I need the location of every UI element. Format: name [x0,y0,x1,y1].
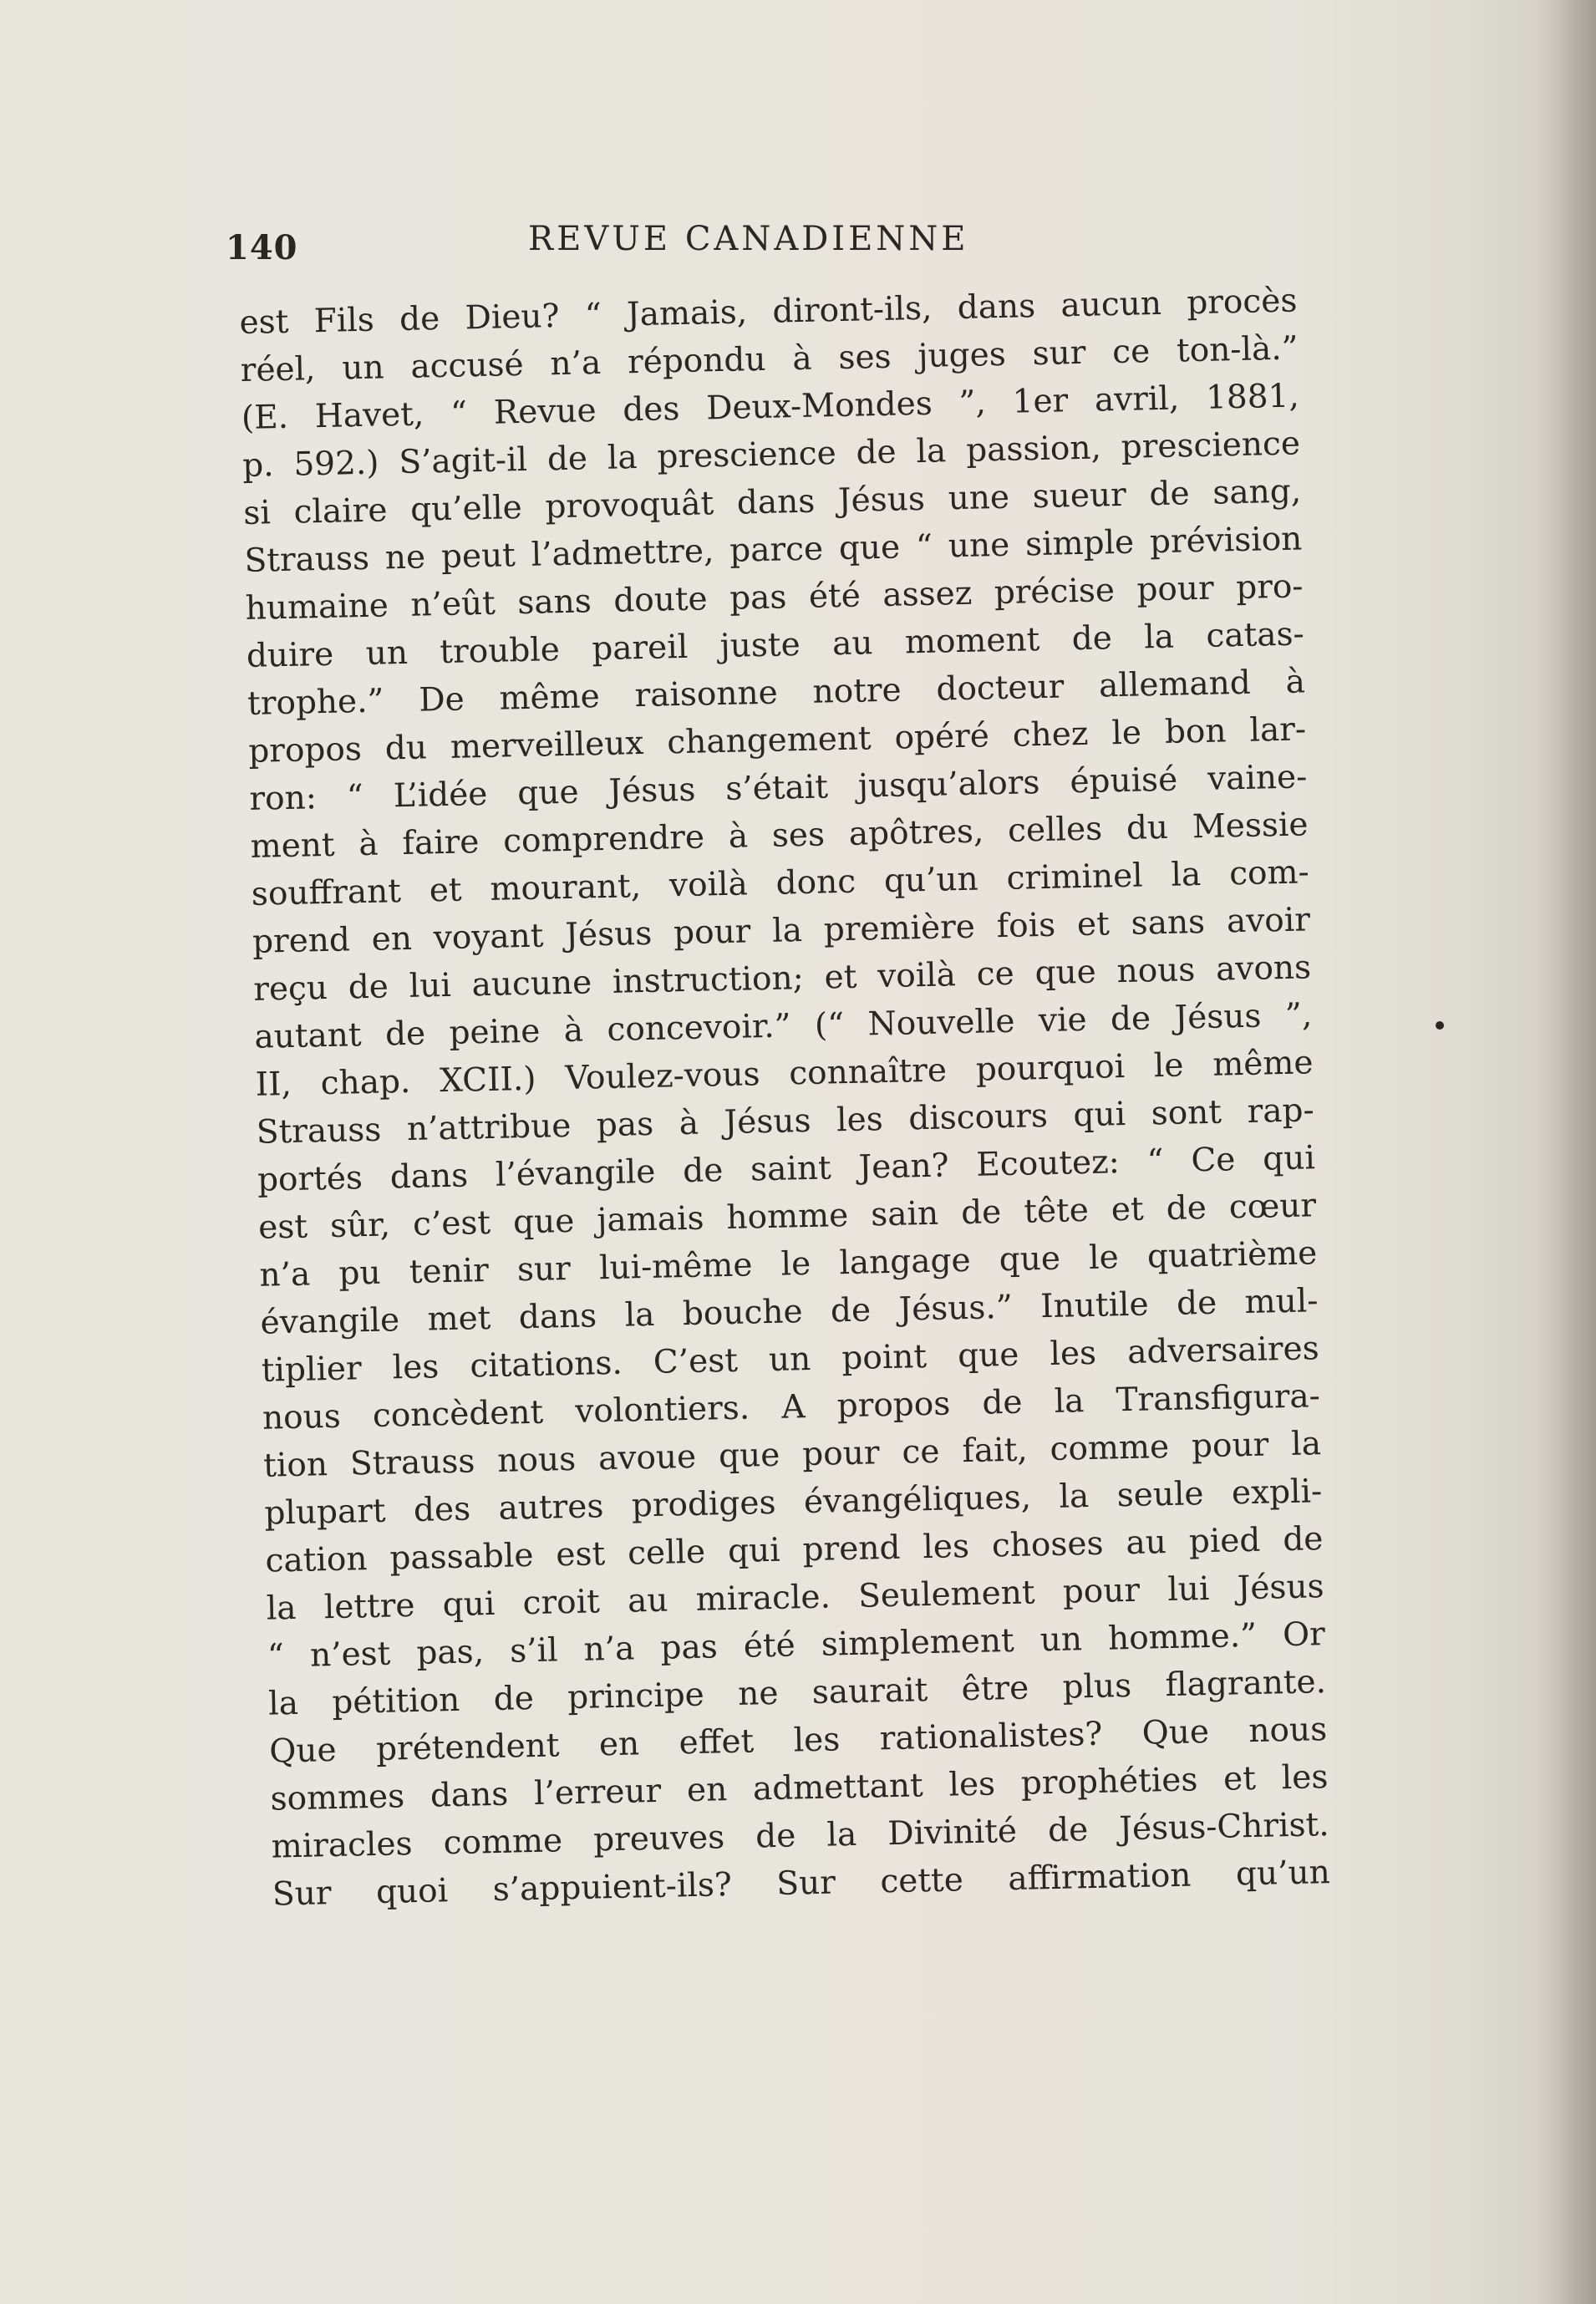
page-number: 140 [226,228,298,267]
text-line: si claire qu’elle provoquât dans Jésus une sueur de sang, [242,472,1302,532]
text-line: humaine n’eût sans doute pas été assez précise pour pro- [245,567,1304,628]
text-line: la lettre qui croit au miracle. Seulement pour lui Jésus [266,1568,1325,1628]
text-line: tion Strauss nous avoue que pour ce fait, comme pour la [262,1425,1322,1485]
text-line: la pétition de principe ne saurait être plus flagrante. [267,1663,1327,1723]
text-line: cation passable est celle qui prend les choses au pied de [265,1520,1324,1580]
text-line: tiplier les citations. C’est un point que les adversaires [261,1330,1320,1390]
text-line: Que prétendent en effet les rationalistes? Que nous [268,1711,1328,1771]
text-line: miracles comme preuves de la Divinité de Jésus-Christ. [271,1806,1329,1866]
text-line: est sûr, c’est que jamais homme sain de tête et de cœur [257,1187,1317,1247]
text-line: souffrant et mourant, voilà donc qu’un criminel la com- [251,853,1310,913]
page-edge-shadow [1538,0,1596,2304]
text-line: (E. Havet, “ Revue des Deux-Mondes ”, 1er avril, 1881, [241,377,1300,437]
text-line: prend en voyant Jésus pour la première fois et sans avoir [252,901,1311,961]
text-line: nous concèdent volontiers. A propos de la Transfigura- [262,1377,1321,1437]
text-line: est Fils de Dieu? “ Jamais, diront-ils, dans aucun procès [239,282,1298,342]
text-line: Strauss n’attribue pas à Jésus les discours qui sont rap- [256,1091,1315,1152]
text-line: réel, un accusé n’a répondu à ses juges sur ce ton-là.” [240,329,1299,389]
text-line: plupart des autres prodiges évangéliques, la seule expli- [263,1472,1323,1533]
text-line: Strauss ne peut l’admettre, parce que “ une simple prévision [244,520,1303,580]
text-line: ron: “ L’idée que Jésus s’était jusqu’alors épuisé vaine- [249,758,1308,818]
text-line: duire un trouble pareil juste au moment de la catas- [246,615,1305,675]
running-head: REVUE CANADIENNE [528,220,969,258]
text-line: p. 592.) S’agit-il de la prescience de la passion, prescience [241,425,1301,485]
text-line: II, chap. XCII.) Voulez-vous connaître pourquoi le même [255,1044,1314,1104]
page-header [226,213,1312,272]
body-text [239,277,1330,1918]
text-line: “ n’est pas, s’il n’a pas été simplement un homme.” Or [267,1615,1326,1676]
text-line: évangile met dans la bouche de Jésus.” Inutile de mul- [260,1282,1319,1342]
text-line: autant de peine à concevoir.” (“ Nouvelle vie de Jésus ”, [254,996,1313,1056]
text-line: propos du merveilleux changement opéré chez le bon lar- [247,710,1307,771]
text-line: Sur quoi s’appuient-ils? Sur cette affirmation qu’un [272,1854,1331,1914]
text-line: ment à faire comprendre à ses apôtres, celles du Messie [250,806,1309,866]
text-line: portés dans l’évangile de saint Jean? Ecoutez: “ Ce qui [257,1139,1316,1199]
text-line: n’a pu tenir sur lui-même le langage que le quatrième [259,1234,1318,1294]
text-line: trophe.” De même raisonne notre docteur allemand à [247,663,1306,723]
ink-speck [1436,1021,1444,1030]
text-line: sommes dans l’erreur en admettant les prophéties et les [270,1758,1329,1818]
text-line: reçu de lui aucune instruction; et voilà ce que nous avons [252,949,1312,1009]
